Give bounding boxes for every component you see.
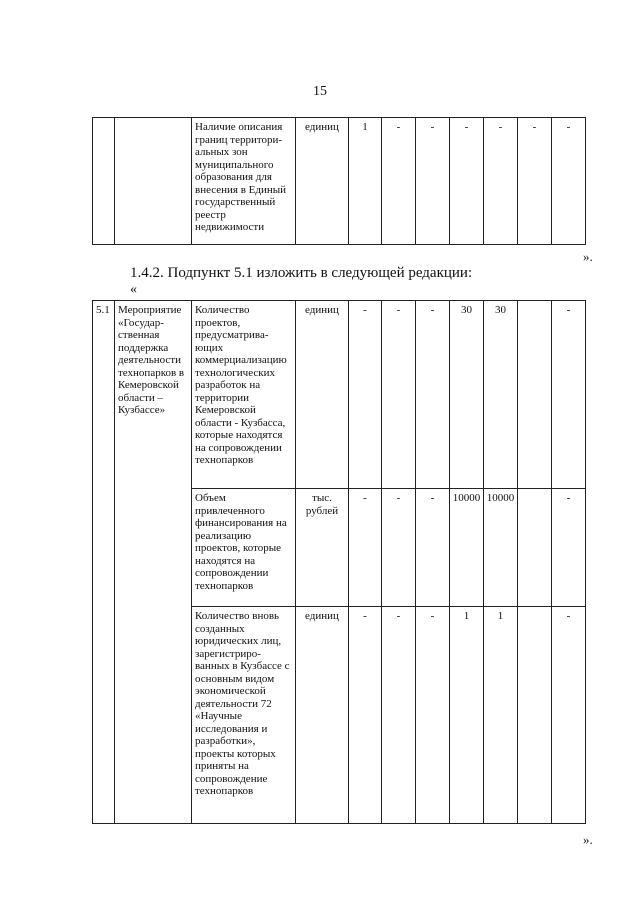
- cell-value: -: [382, 301, 416, 489]
- page-number: 15: [313, 84, 327, 99]
- cell-value: 10000: [484, 489, 518, 607]
- cell-value: -: [552, 489, 586, 607]
- cell-value: -: [416, 301, 450, 489]
- cell-value: 10000: [450, 489, 484, 607]
- cell-indicator: Наличие описания границ территори-альных зон муниципального образования для внесения в Единый государственный реестр недвижимости: [192, 118, 296, 245]
- cell-value: 30: [484, 301, 518, 489]
- cell-value: -: [416, 607, 450, 824]
- closing-quote: ».: [583, 832, 593, 847]
- cell-value: 1: [484, 607, 518, 824]
- cell-value: -: [416, 118, 450, 245]
- cell-value: -: [382, 607, 416, 824]
- cell-indicator: Количество вновь созданных юридических лиц, зарегистриро-ванных в Кузбассе с основным видом экономической деятельности 72 «Научные исследования и разработки», проекты которых приняты на сопровождение технопарков: [192, 607, 296, 824]
- table-main: [92, 300, 586, 824]
- table-row: [93, 301, 586, 489]
- cell-indicator: Объем привлеченного финансирования на реализацию проектов, которые находятся на сопровождении технопарков: [192, 489, 296, 607]
- cell-value: -: [552, 607, 586, 824]
- cell-value: -: [552, 301, 586, 489]
- cell-unit: единиц: [296, 301, 349, 489]
- opening-quote: «: [130, 282, 137, 297]
- cell-value: 1: [349, 118, 382, 245]
- cell-value: -: [349, 301, 382, 489]
- cell-value: -: [552, 118, 586, 245]
- cell-value: -: [349, 607, 382, 824]
- cell-num: [93, 118, 115, 245]
- closing-quote: ».: [583, 249, 593, 264]
- cell-value: [518, 301, 552, 489]
- cell-value: -: [518, 118, 552, 245]
- cell-value: 1: [450, 607, 484, 824]
- cell-unit: единиц: [296, 607, 349, 824]
- cell-value: -: [382, 118, 416, 245]
- cell-value: -: [349, 489, 382, 607]
- cell-value: -: [484, 118, 518, 245]
- table-top: [92, 117, 586, 245]
- cell-unit: тыс. рублей: [296, 489, 349, 607]
- cell-num: 5.1: [93, 301, 115, 824]
- cell-value: [518, 489, 552, 607]
- table-row: [93, 118, 586, 245]
- cell-event: Мероприятие «Государ-ственная поддержка деятельности технопарков в Кемеровской области – Кузбассе»: [115, 301, 192, 824]
- cell-value: 30: [450, 301, 484, 489]
- cell-value: -: [382, 489, 416, 607]
- cell-value: -: [450, 118, 484, 245]
- cell-indicator: Количество проектов, предусматрива-ющих коммерциализацию технологических разработок на территории Кемеровской области - Кузбасса, которые находятся на сопровождении технопарков: [192, 301, 296, 489]
- cell-event: [115, 118, 192, 245]
- cell-value: -: [416, 489, 450, 607]
- cell-unit: единиц: [296, 118, 349, 245]
- amendment-paragraph: 1.4.2. Подпункт 5.1 изложить в следующей редакции:: [130, 265, 473, 281]
- cell-value: [518, 607, 552, 824]
